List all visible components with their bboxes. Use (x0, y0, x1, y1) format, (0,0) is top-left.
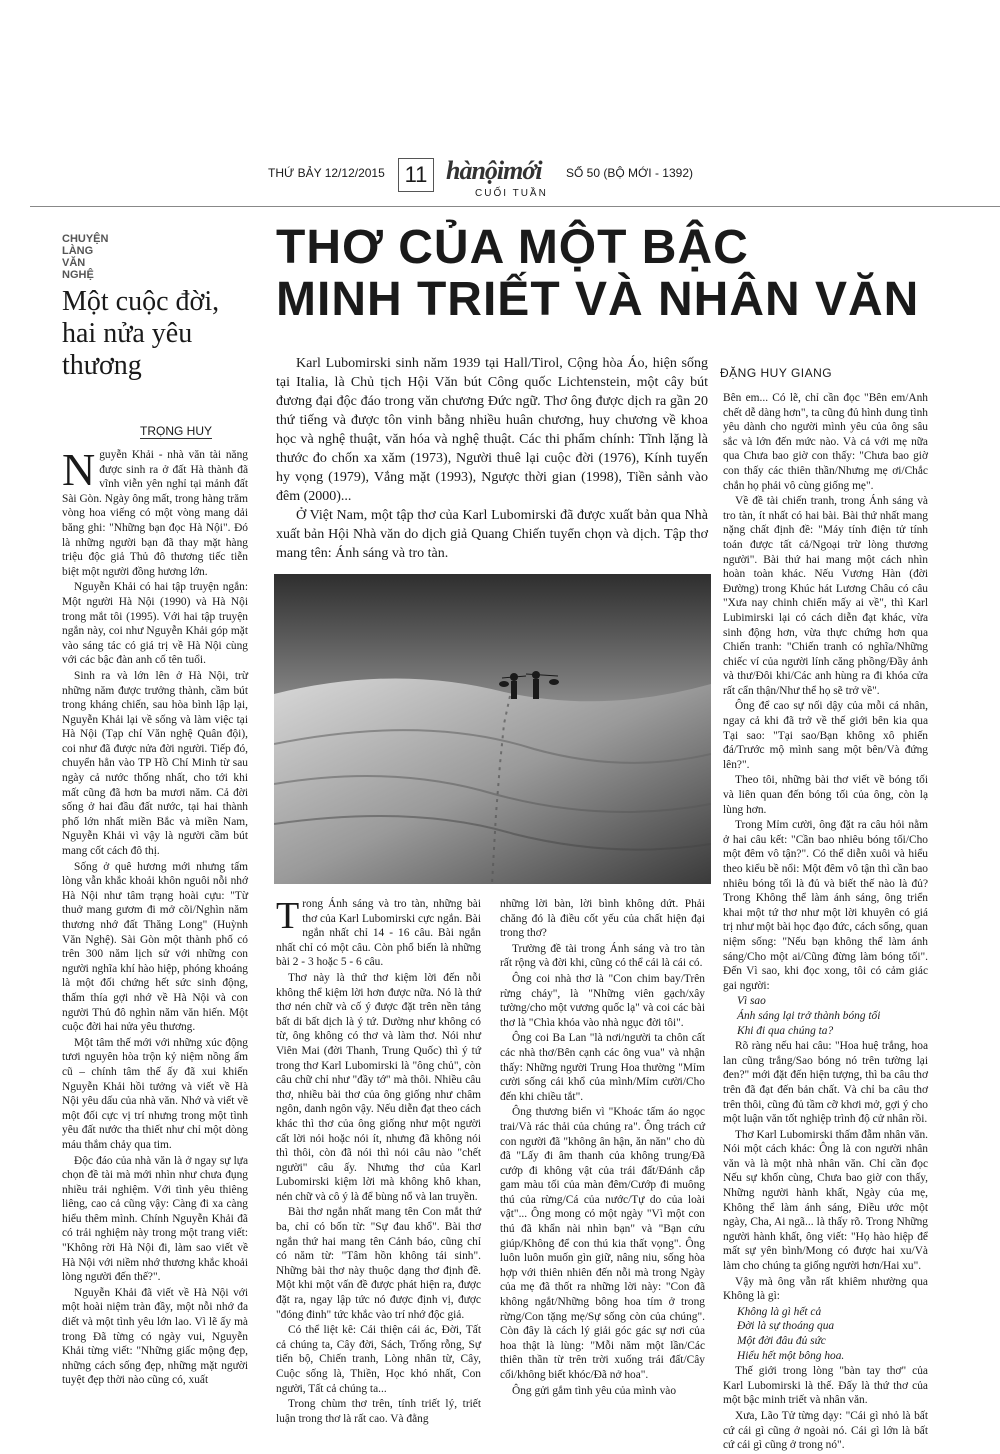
poem-excerpt (737, 1305, 928, 1363)
paragraph: Xưa, Lão Tử từng dạy: "Cái gì nhỏ là bất cứ cái gì cũng ở ngoài nó. Cái gì lớn là bất cứ cái gì cũng ở trong nó". (723, 1409, 928, 1452)
header-divider (30, 206, 1000, 207)
paragraph: Độc đáo của nhà văn là ở ngay sự lựa chọn đề tài mà mới nhìn như chưa đụng nhiều trải nghiệm. Với tình yêu thiêng liêng, cao cả cũng vậy: Càng đi xa càng hiểu thêm mình. Chính Nguyễn Khải đã có trải nghiệm này trong một trang viết: "Không rời Hà Nội đi, làm sao viết về Hà Nội với niềm nhớ thương khắc khoải lòng người đến thế?". (62, 1154, 248, 1284)
main-article-title (276, 222, 996, 326)
drop-cap: N (62, 444, 96, 495)
paragraph-text: guyễn Khải - nhà văn tài năng được sinh ra ở đất Hà thành đã vĩnh viễn yên nghỉ tại mảnh đất Sài Gòn. Ngày ông mất, trong hàng trăm vòng hoa viếng có một vòng mang dải băng ghi: "Những bạn đọc Hà Nội". Đó là những người bạn đã thay mặt hàng triệu độc giả Thủ đô thương tiếc tiễn biệt một người đồng hương lớn. (62, 449, 248, 578)
poem-line: Một đời đâu đủ sức (737, 1335, 826, 1347)
paragraph: Thơ Karl Lubomirski thấm đẫm nhân văn. Nói một cách khác: Ông là con người nhân văn và là một nhà nhân văn. Chỉ cần đọc Nếu sự khốn cùng, Chưa bao giờ con thấy, Những người hành khất, Ngày của mẹ, Không thể làm ánh sáng, Điều ước một ngày, Cha, Ai ngã... là thấy rõ. Trong Những người hành khất, ông viết: "Họ hào hiệp để mất sự yên bình/Mong có được hai xu/Và làm cho chúng ta giống người hơn/Hai xu". (723, 1128, 928, 1273)
paragraph: Có thể liệt kê: Cái thiện cái ác, Đời, Tất cả chúng ta, Cây đời, Sách, Trống rỗng, Sự tiến bộ, Chiến tranh, Lòng nhân từ, Cây, Cuộc sống là, Thiền, Học khó nhất, Con người, Tất cả chúng ta... (276, 1324, 481, 1395)
paragraph-text: rong Ánh sáng và tro tàn, những bài thơ của Karl Lubomirski cực ngắn. Bài ngắn nhất chỉ 14 - 16 câu. Bài ngắn nhất chỉ có một câu. Còn phổ biến là những bài 2 - 3 hoặc 5 - 6 câu. (276, 898, 481, 969)
paragraph: Trong chùm thơ trên, tính triết lý, triết luận trong thơ là rất cao. Và đằng (276, 1398, 481, 1425)
paragraph: Thơ này là thứ thơ kiệm lời đến nỗi không thể kiệm lời hơn được nữa. Nó là thứ thơ nén chữ và cố ý được đặt trên nền tảng bất di bất dịch là ý tứ. Dường như không có từ, ông không có thơ và làm thơ. Nói như Viên Mai (đời Thanh, Trung Quốc) thì ý tứ trong thơ Karl Lubomirski là "ông chủ", còn câu chữ chỉ như "đầy tớ" mà thôi. Nhiều câu thơ, nhiều bài thơ của ông giống như châm ngôn, danh ngôn vậy. Nếu diễn đạt theo cách khác thì thơ của ông giống như một người cất lời nói hoặc nói ít, nhưng đã không nói thì thôi, còn đã nói thì nói câu nào "chết người" câu ấy. Nhưng thơ của Karl Lubomirski kiệm lời mà không khô khan, nén chữ và cô ý là để bùng nổ và lan truyền. (276, 971, 481, 1203)
paragraph: Trong Mỉm cười, ông đặt ra câu hỏi nằm ở hai câu kết: "Cần bao nhiêu bóng tối/Cho một đêm vô tận?". Có thể diễn xuôi và hiểu theo kiểu bề nổi: Một đêm vô tận thì cần bao nhiêu bóng tối là đủ và biết thế nào là đủ? Trong Không thể làm ánh sáng, ông triển khai một tứ thơ như một lời khuyên có giá trị như một bài học đạo đức, cách sống, quan niệm sống: "Nếu bạn không thể làm ánh sáng/Cho một ai/Cũng đừng làm bóng tối". Đến Vì sao, khi đọc xong, tôi có cảm giác gai người: (723, 819, 928, 992)
paragraph (276, 897, 481, 970)
main-article-author: ĐẶNG HUY GIANG (720, 366, 833, 380)
title-line: MINH TRIẾT VÀ NHÂN VĂN (276, 273, 920, 326)
main-article-column-2 (500, 897, 705, 1399)
column-logo (62, 233, 108, 281)
column-logo-line: CHUYỆN (62, 233, 109, 245)
column-logo-line: VĂN (62, 257, 86, 269)
masthead-logo: hànộimới (446, 156, 542, 185)
title-line: THƠ CỦA MỘT BẬC (276, 221, 749, 274)
desert-photo (274, 574, 711, 884)
paragraph: Nguyễn Khải đã viết về Hà Nội với một hoài niệm tràn đầy, một nỗi nhớ đa diết và một tình yêu lớn lao. Vì lẽ ấy mà trong Đã từng có ngày vui, Nguyễn Khải từng viết: "Những giấc mộng đẹp, những cách sống đẹp, những mặt người tuyệt đẹp thời nào cũng có, xuất (62, 1286, 248, 1387)
poem-excerpt (737, 994, 928, 1038)
poem-line: Vì sao (737, 995, 766, 1008)
paragraph: Thế giới trong lòng "bàn tay thơ" của Karl Lubomirski là thế. Đấy là thứ thơ của một bậc minh triết và nhân văn. (723, 1365, 928, 1407)
side-article-title: Một cuộc đời, hai nửa yêu thương (62, 286, 220, 381)
masthead-subtitle: CUỐI TUẦN (475, 188, 548, 199)
paragraph: Một tâm thế mới với những xúc động tươi nguyên hòa trộn kỷ niệm nồng ấm cũ – chính tâm thế ấy đã xui khiến Nguyễn Khải hồi tưởng và viết về Hà Nội yêu dấu của nhà văn. Nhớ và viết về một đối cực vị trí nhưng trong một tình yêu đất nước tha thiết như chỉ một dòng máu thắm chảy qua tim. (62, 1036, 248, 1151)
poem-line: Đời là sự thoáng qua (737, 1320, 835, 1333)
main-article-column-3 (723, 391, 928, 1454)
paragraph: Sống ở quê hương mới nhưng tấm lòng vẫn khắc khoải khôn nguôi nỗi nhớ Hà Nội như tâm trạng hoài cựu: "Từ thuở mang gươm đi mở cõi/Nghìn năm thương nhớ đất Thăng Long" (Huỳnh Văn Nghệ). Sài Gòn một thành phố có trên 300 năm lịch sử với những con người nghĩa khí hào hiệp, phóng khoáng là một đối chứng hết sức sinh động, thấm thía gợi nhớ về Hà Nội và con người Thủ đô nghìn năm văn hiến. Một cuộc đời hai nửa yêu thương. (62, 860, 248, 1034)
paragraph: Ông coi Ba Lan "là nơi/người ta chôn cất các nhà thơ/Bên cạnh các ông vua" và nhận thấy: Những người Trung Hoa thường "Mỉm cười sống cái khổ của mình/Mỉm cười/Cho đến khi chiều tắt". (500, 1032, 705, 1103)
paragraph: Bên em... Có lẽ, chỉ cần đọc "Bên em/Anh chết dễ dàng hơn", ta cũng đủ hình dung tình yêu dành cho người mình yêu của ông sâu sắc và lớn đến mức nào. Và cả với mẹ nữa qua Chưa bao giờ con thấy: "Chưa bao giờ con thấy các thiên thần/Nhưng mẹ ơi/Chắc chắn họ phải vô cùng giống mẹ". (723, 392, 928, 492)
paragraph: Về đề tài chiến tranh, trong Ánh sáng và tro tàn, ít nhất có hai bài. Bài thứ nhất mang nặng chất định đề: "Máy tính điện tử tính toán được tất cả/Ngoại trừ lòng thương người". Bài thứ hai mang một cách nhìn hoàn toàn khác. Nếu Vương Hàn (đời Đường) trong Khúc hát Lương Châu có câu "Xưa nay chinh chiến mấy ai về", thì Karl Lubimirski lại có cách diễn đạt khác, vừa sinh động hơn, vừa thực chứng hơn qua Chiến tranh: "Chiến tranh có nghĩa/Những chiếc ví của người lính căng phồng/Đầy ảnh và thư/Đôi khi/Các anh hùng ra đi khóa cửa rất cẩn thận/Như thể họ sẽ trở về". (723, 495, 928, 697)
side-article-author: TRỌNG HUY (140, 424, 212, 438)
paragraph: Nguyễn Khải có hai tập truyện ngắn: Một người Hà Nội (1990) và Hà Nội trong mắt tôi (1995). Với hai tập truyện ngắn này, coi như Nguyễn Khải góp mặt vào sáng tác có giá trị về Hà Nội cùng với các bậc đàn anh cố tên tuổi. (62, 581, 248, 667)
main-article-column-1 (276, 897, 481, 1427)
issue-number: SỐ 50 (BỘ MỚI - 1392) (566, 166, 693, 180)
issue-date: THỨ BẢY 12/12/2015 (268, 166, 385, 180)
page-number: 11 (398, 158, 434, 192)
paragraph (62, 444, 248, 579)
poem-line: Khi đi qua chúng ta? (737, 1024, 834, 1037)
side-article-body (62, 444, 248, 1389)
column-logo-line: NGHỆ (62, 269, 94, 281)
main-article-lead (276, 354, 708, 563)
paragraph: Sinh ra và lớn lên ở Hà Nội, trừ những năm được trưởng thành, cầm bút trong kháng chiến, sau hòa bình lập lại, Nguyễn Khải lại về sống và làm việc tại Hà Nội (Tạp chí Văn nghệ Quân đội), coi như đã được nửa đời người. Tiếp đó, chuyển hẳn vào TP Hồ Chí Minh từ sau ngày cả nước thống nhất, cho tới khi mất cũng đã hơn ba mươi năm. Cả đời sống ở hai đầu đất nước, tại hai thành phố lớn nhất miền Bắc và miền Nam, Nguyễn Khải vì vậy là người cầm bút mang cốt cách đô thị. (62, 669, 248, 858)
poem-line: Hiểu hết một bông hoa. (737, 1349, 845, 1362)
lead-paragraph: Karl Lubomirski sinh năm 1939 tại Hall/Tirol, Cộng hòa Áo, hiện sống tại Italia, là Chủ tịch Hội Văn bút Công quốc Lichtenstein, một cây bút đương đại độc đáo trong văn chương Đức ngữ. Thơ ông được dịch ra gần 20 thứ tiếng và được tôn vinh bằng nhiều huân chương, huy chương về khoa học và nghệ thuật, văn hóa và nghệ thuật. Các thi phẩm chính: Tĩnh lặng là thước đo chốn xa xăm (1973), Người thuê lại cuộc đời (1976), Kính tuyến hy vọng (1979), Vắng mặt (1993), Ngược thời gian (1998), Tiền sảnh vào đêm (2000)... (276, 356, 708, 504)
paragraph: những lời bàn, lời bình không dứt. Phải chăng đó là điều cốt yếu của chất hiện đại trong thơ? (500, 898, 705, 940)
paragraph: Ông thương biển vì "Khoác tấm áo ngọc trai/Và rác thải của chúng ra". Ông trách cứ con người đã "không ân hận, ăn năn" cho dù đã "Lấy đi âm thanh của không trung/Đã cướp đi không vật của trái đất/Đánh cắp gam màu tối của màn đêm/Cướp đi muông thú của rừng/Cá của nước/Tự do của loài vật"... Ông mong có một ngày "Vì một con thú đã khẩn nài nhìn bạn" và "Bạn cứu giúp/Không để con thú kia thất vọng". Ông luôn luôn muốn gìn giữ, nâng niu, sống hòa hợp với thiên nhiên đến nỗi mà trong Ngày của mẹ đã thốt ra những lời này: "Con đã không ngắt/Những bông hoa tím ở trong rừng/Con tặng mẹ/Sự sống còn của chúng". Còn đây là cách lý giải góc gác sự nơi của hoa thật là lùng: "Mỗi năm một lần/Các thiên thần từ trên trời xuống trái đất/Cây cối/không biết khóc/Đã nở hoa". (500, 1106, 705, 1381)
paragraph: Ông để cao sự nối dậy của mỗi cá nhân, ngay cả khi đã trở về thế giới bên kia qua Tại sao: "Tại sao/Bạn không xô phiến đá/Trước mộ mình sang một bên/Và đứng lên?". (723, 700, 928, 771)
paragraph: Ông coi nhà thơ là "Con chim bay/Trên rừng cháy", là "Những viên gạch/xây tường/cho một vương quốc lạ" và coi các bài thơ là "Chìa khóa vào nhà ngục đời tôi". (500, 972, 705, 1029)
poem-line: Không là gì hết cả (737, 1305, 822, 1318)
paragraph: Vậy mà ông vẫn rất khiêm nhường qua Không là gì: (723, 1275, 928, 1303)
poem-line: Ánh sáng lại trở thành bóng tối (737, 1009, 881, 1022)
column-logo-line: LÀNG (62, 245, 94, 257)
paragraph: Ông gửi gắm tình yêu của mình vào (512, 1384, 677, 1397)
paragraph: Rõ ràng nếu hai câu: "Hoa huệ trắng, hoa lan cũng trắng/Sao bóng nó trên tường lại đen?" mới đặt đến hiện tượng, thì ba câu thơ trên đã đạt đến bản chất. Và chỉ ba câu thơ trên thôi, cũng đủ tầm cỡ khơi mở, gợi ý cho một luận văn tốt nghiệp trình độ cử nhân rồi. (723, 1040, 928, 1126)
drop-cap: T (276, 895, 300, 937)
paragraph: Bài thơ ngắn nhất mang tên Con mắt thứ ba, chỉ có bốn từ: "Sự đau khổ". Bài thơ ngắn thứ hai mang tên Cảnh báo, cũng chỉ có năm từ: "Tâm hồn không tái sinh". Những bài thơ này thuộc dạng thơ định đề. Một khi một vấn đề được phát hiện ra, được đặt ra, ngay lập tức nó được định vị, được "đóng đinh" tức khắc vào trí nhớ độc giả. (276, 1206, 481, 1321)
paragraph: Theo tôi, những bài thơ viết về bóng tối và liên quan đến bóng tối của ông, còn lạ lùng hơn. (723, 774, 928, 816)
lead-paragraph: Ở Việt Nam, một tập thơ của Karl Lubomirski đã được xuất bản qua Nhà xuất bản Hội Nhà văn do dịch giả Quang Chiến tuyển chọn và dịch. Tập thơ mang tên: Ánh sáng và tro tàn. (276, 508, 708, 561)
paragraph: Trường đề tài trong Ánh sáng và tro tàn rất rộng và đời khi, cũng có thể cái là cái có. (500, 942, 705, 970)
